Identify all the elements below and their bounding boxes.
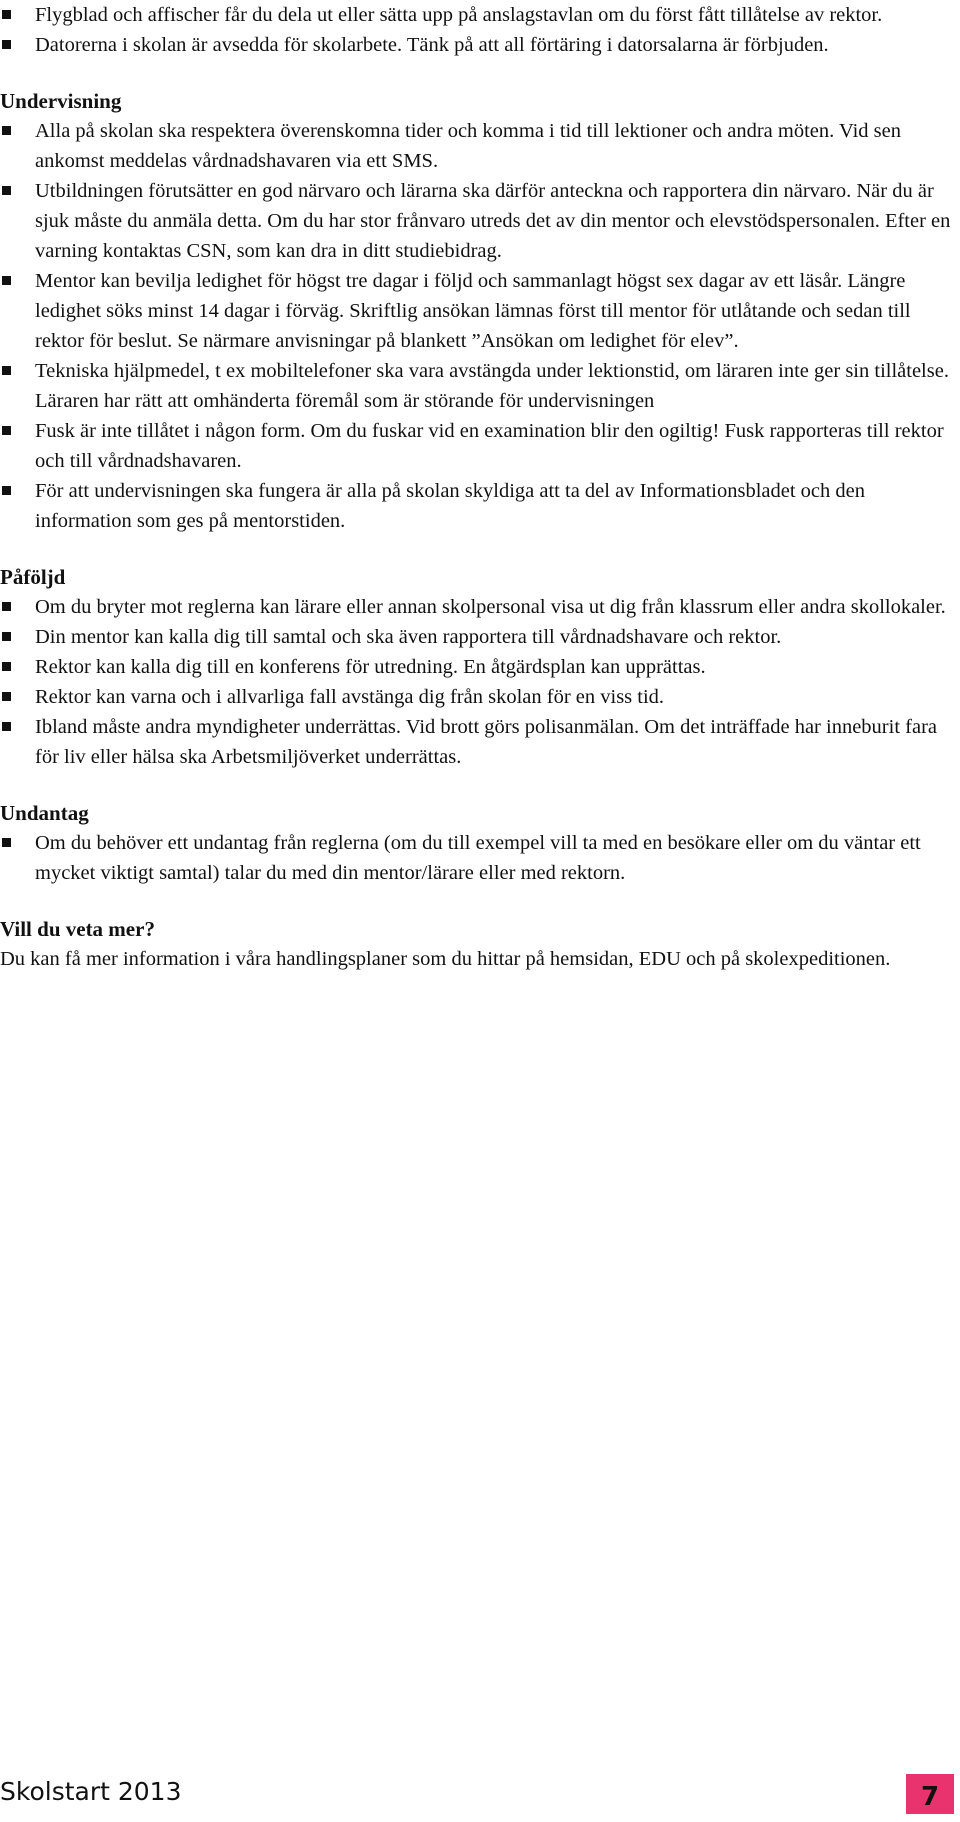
undantag-list xyxy=(0,828,952,888)
section-title-pafoljd: Påföljd xyxy=(0,565,66,589)
square-bullet-icon xyxy=(2,40,11,49)
list-item xyxy=(0,592,952,622)
list-item xyxy=(0,416,952,476)
square-bullet-icon xyxy=(2,662,11,671)
list-item xyxy=(0,0,952,30)
square-bullet-icon xyxy=(2,126,11,135)
square-bullet-icon xyxy=(2,632,11,641)
square-bullet-icon xyxy=(2,722,11,731)
list-item-text: Rektor kan kalla dig till en konferens för utredning. En åtgärdsplan kan upprättas. xyxy=(35,656,706,678)
list-item-text: Mentor kan bevilja ledighet för högst tre dagar i följd och sammanlagt högst sex dagar av ett läsår. Längre ledighet söks minst 14 dagar i förväg. Skriftlig ansökan lämnas först till mentor för utlåtande och sedan till rektor för beslut. Se närmare anvisningar på blankett ”Ansökan om ledighet för elev”. xyxy=(35,270,911,352)
list-item xyxy=(0,266,952,356)
list-item-text: Alla på skolan ska respektera överenskomna tider och komma i tid till lektioner och andra möten. Vid sen ankomst meddelas vårdnadshavaren via ett SMS. xyxy=(35,120,901,172)
list-item xyxy=(0,30,952,60)
list-item xyxy=(0,622,952,652)
list-item xyxy=(0,356,952,416)
list-item-text: Fusk är inte tillåtet i någon form. Om du fuskar vid en examination blir den ogiltig! Fusk rapporteras till rektor och till vårdnadshavaren. xyxy=(35,420,944,472)
undervisning-list xyxy=(0,116,952,536)
list-item-text: Utbildningen förutsätter en god närvaro och lärarna ska därför anteckna och rapportera din närvaro. När du är sjuk måste du anmäla detta. Om du har stor frånvaro utreds det av din mentor och elevstödspersonalen. Efter en varning kontaktas CSN, som kan dra in ditt studiebidrag. xyxy=(35,180,951,262)
list-item-text: Om du bryter mot reglerna kan lärare eller annan skolpersonal visa ut dig från klassrum eller andra skollokaler. xyxy=(35,596,946,618)
pafoljd-list xyxy=(0,592,952,772)
square-bullet-icon xyxy=(2,276,11,285)
page-number-badge xyxy=(906,1774,954,1814)
square-bullet-icon xyxy=(2,186,11,195)
footer-label: Skolstart 2013 xyxy=(0,1777,182,1806)
intro-list xyxy=(0,0,952,60)
list-item-text: Rektor kan varna och i allvarliga fall avstänga dig från skolan för en viss tid. xyxy=(35,686,665,708)
list-item-text: Din mentor kan kalla dig till samtal och ska även rapportera till vårdnadshavare och rektor. xyxy=(35,626,782,648)
list-item-text: För att undervisningen ska fungera är alla på skolan skyldiga att ta del av Informationsbladet och den information som ges på mentorstiden. xyxy=(35,480,865,532)
list-item-text: Om du behöver ett undantag från reglerna (om du till exempel vill ta med en besökare eller om du väntar ett mycket viktigt samtal) talar du med din mentor/lärare eller med rektorn. xyxy=(35,832,921,884)
square-bullet-icon xyxy=(2,426,11,435)
square-bullet-icon xyxy=(2,10,11,19)
square-bullet-icon xyxy=(2,486,11,495)
list-item xyxy=(0,176,952,266)
list-item-text: Tekniska hjälpmedel, t ex mobiltelefoner ska vara avstängda under lektionstid, om läraren inte ger sin tillåtelse. Läraren har rätt att omhänderta föremål som är störande för undervisningen xyxy=(35,360,949,412)
list-item xyxy=(0,652,952,682)
list-item xyxy=(0,476,952,536)
square-bullet-icon xyxy=(2,838,11,847)
more-info-paragraph: Du kan få mer information i våra handlingsplaner som du hittar på hemsidan, EDU och på skolexpeditionen. xyxy=(0,948,891,970)
section-title-vill-du-veta-mer: Vill du veta mer? xyxy=(0,917,155,941)
list-item xyxy=(0,828,952,888)
page-number: 7 xyxy=(920,1782,940,1812)
square-bullet-icon xyxy=(2,602,11,611)
list-item xyxy=(0,116,952,176)
section-title-undantag: Undantag xyxy=(0,801,89,825)
square-bullet-icon xyxy=(2,692,11,701)
square-bullet-icon xyxy=(2,366,11,375)
list-item-text: Ibland måste andra myndigheter underrättas. Vid brott görs polisanmälan. Om det inträffade har inneburit fara för liv eller hälsa ska Arbetsmiljöverket underrättas. xyxy=(35,716,937,768)
list-item-text: Datorerna i skolan är avsedda för skolarbete. Tänk på att all förtäring i datorsalarna är förbjuden. xyxy=(35,34,829,56)
list-item-text: Flygblad och affischer får du dela ut eller sätta upp på anslagstavlan om du först fått tillåtelse av rektor. xyxy=(35,4,883,26)
section-title-undervisning: Undervisning xyxy=(0,89,122,113)
list-item xyxy=(0,682,952,712)
list-item xyxy=(0,712,952,772)
